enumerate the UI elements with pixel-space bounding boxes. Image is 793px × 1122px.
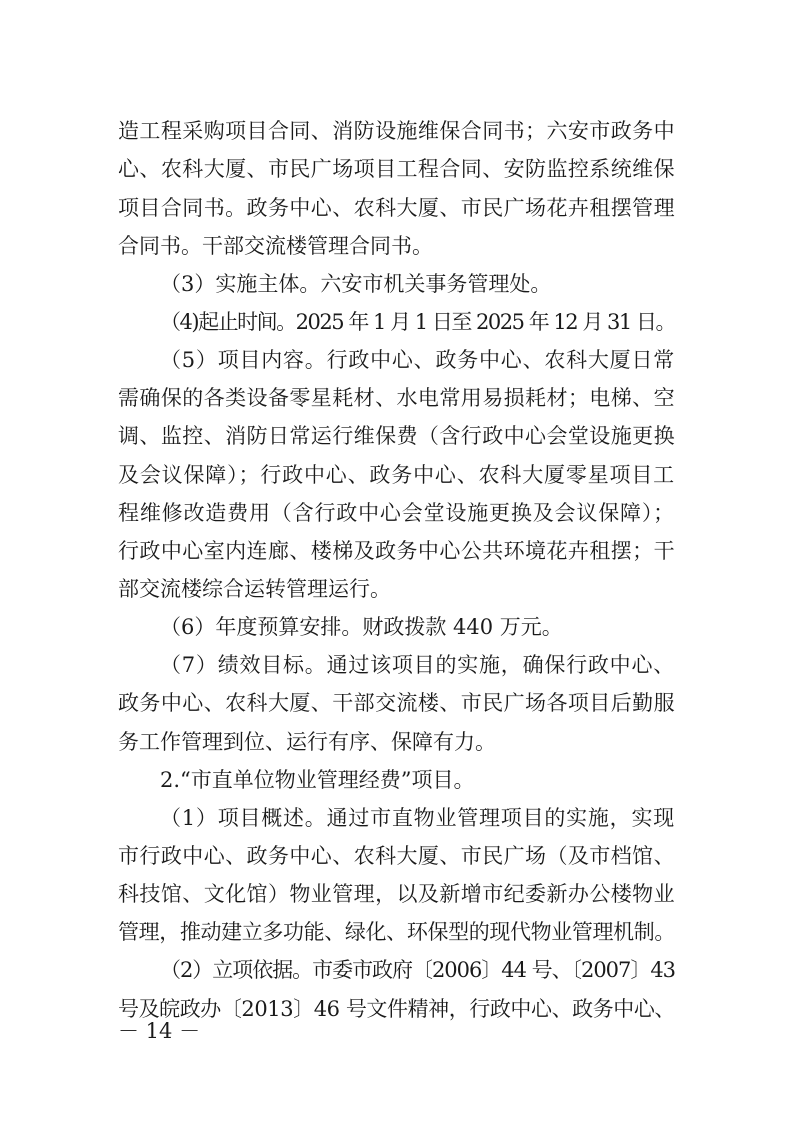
text-line-18: 2.“市直单位物业管理经费”项目。 (160, 768, 475, 792)
text-line-6: （4)起止时间。2025 年 1 月 1 日至 2025 年 12 月 31 日。 (160, 310, 675, 334)
page-number: － 14 － (118, 1019, 201, 1043)
text-line-21: 科技馆、文化馆）物业管理，以及新增市纪委新办公楼物业 (118, 882, 675, 906)
text-line-9: 调、监控、消防日常运行维保费（含行政中心会堂设施更换 (118, 424, 675, 448)
text-line-13: 部交流楼综合运转管理运行。 (118, 577, 391, 601)
text-line-11: 程维修改造费用（含行政中心会堂设施更换及会议保障）； (118, 501, 675, 525)
text-line-2: 心、农科大厦、市民广场项目工程合同、安防监控系统维保 (118, 157, 675, 181)
text-line-3: 项目合同书。政务中心、农科大厦、市民广场花卉租摆管理 (118, 196, 675, 220)
text-line-24: 号及皖政办〔2013〕46 号文件精神，行政中心、政务中心、 (118, 997, 675, 1021)
text-line-7: （5）项目内容。行政中心、政务中心、农科大厦日常 (160, 348, 675, 372)
text-line-22: 管理，推动建立多功能、绿化、环保型的现代物业管理机制。 (118, 920, 675, 944)
text-line-12: 行政中心室内连廊、楼梯及政务中心公共环境花卉租摆；干 (118, 539, 675, 563)
text-line-15: （7）绩效目标。通过该项目的实施，确保行政中心、 (160, 653, 675, 677)
text-line-17: 务工作管理到位、运行有序、保障有力。 (118, 730, 496, 754)
text-line-1: 造工程采购项目合同、消防设施维保合同书；六安市政务中 (118, 119, 675, 143)
text-line-20: 市行政中心、政务中心、农科大厦、市民广场（及市档馆、 (118, 844, 675, 868)
text-line-10: 及会议保障）；行政中心、政务中心、农科大厦零星项目工 (118, 463, 675, 487)
text-line-8: 需确保的各类设备零星耗材、水电常用易损耗材；电梯、空 (118, 386, 675, 410)
text-line-5: （3）实施主体。六安市机关事务管理处。 (160, 272, 552, 296)
text-line-19: （1）项目概述。通过市直物业管理项目的实施，实现 (160, 806, 675, 830)
text-line-16: 政务中心、农科大厦、干部交流楼、市民广场各项目后勤服 (118, 691, 675, 715)
text-line-23: （2）立项依据。市委市政府〔2006〕44 号、〔2007〕43 (160, 958, 675, 982)
text-line-4: 合同书。干部交流楼管理合同书。 (118, 234, 433, 258)
text-line-14: （6）年度预算安排。财政拨款 440 万元。 (160, 615, 563, 639)
